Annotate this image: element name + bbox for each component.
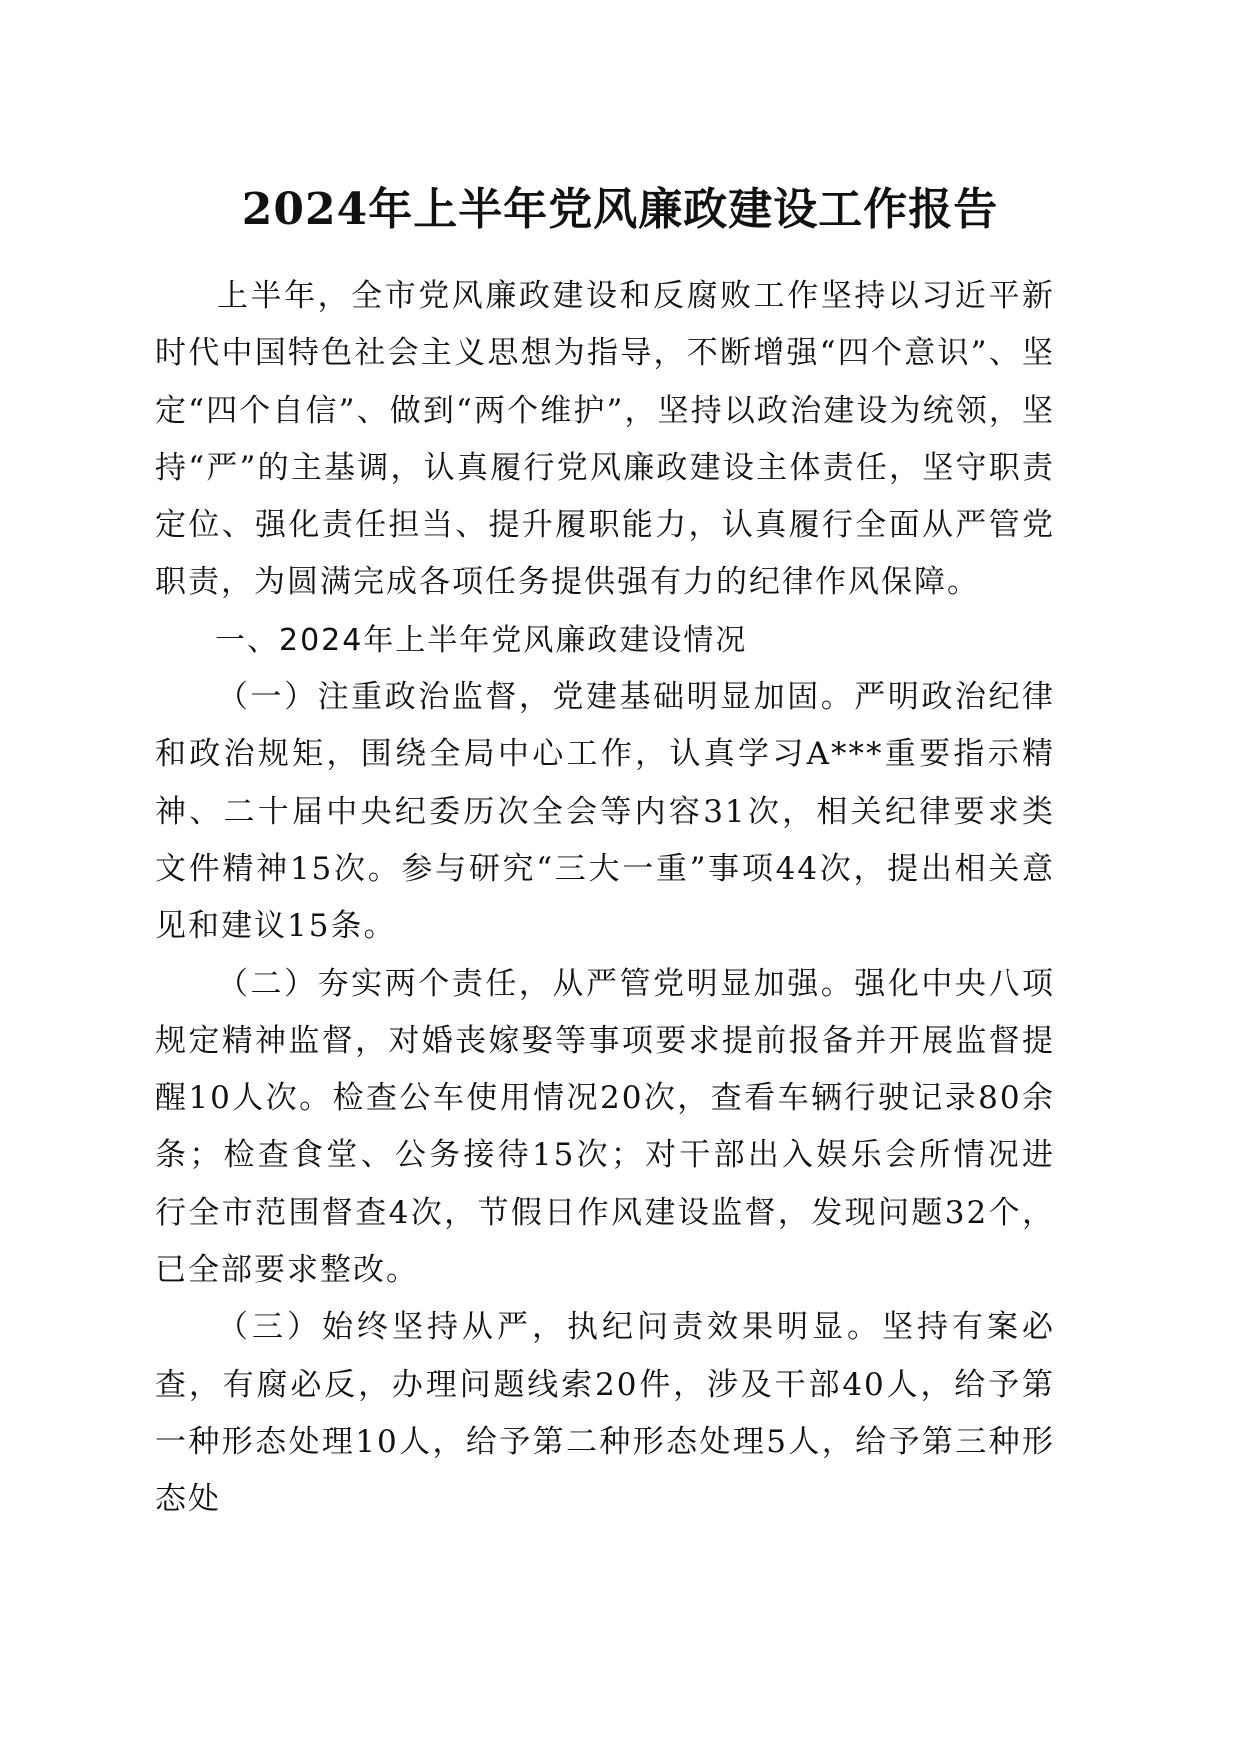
document-title: 2024年上半年党风廉政建设工作报告 [241,184,999,235]
item-text-2: 强化中央八项规定精神监督，对婚丧嫁娶等事项要求提前报备并开展监督提醒10人次。检查公车使用情况20次，查看车辆行驶记录80余条；检查食堂、公务接待15次；对干部出入娱乐会所情况进行全市范围督查4次，节假日作风建设监督，发现问题32个，已全部要求整改。 [155,965,1056,1289]
item-text-1: 严明政治纪律和政治规矩，围绕全局中心工作，认真学习A***重要指示精神、二十届中央纪委历次全会等内容31次，相关纪律要求类文件精神15次。参与研究“三大一重”事项44次，提出相关意见和建议15条。 [155,679,1056,945]
item-lead-3: （三）始终坚持从严，执纪问责效果明显。 [217,1309,882,1346]
item-text-3: 坚持有案必查，有腐必反，办理问题线索20件，涉及干部40人，给予第一种形态处理10人，给予第二种形态处理5人，给予第三种形态处 [155,1309,1055,1518]
intro-paragraph: 上半年，全市党风廉政建设和反腐败工作坚持以习近平新时代中国特色社会主义思想为指导，不断增强“四个意识”、坚定“四个自信”、做到“两个维护”，坚持以政治建设为统领，坚持“严”的主基调，认真履行党风廉政建设主体责任，坚守职责定位、强化责任担当、提升履职能力，认真履行全面从严管党职责，为圆满完成各项任务提供强有力的纪律作风保障。 [155,278,1055,601]
item-paragraph-1 [155,669,1055,955]
item-paragraph-2 [155,956,1055,1300]
item-lead-1: （一）注重政治监督，党建基础明显加固。 [217,679,855,716]
item-paragraph-3 [155,1299,1055,1528]
document-body [155,268,1055,1529]
item-lead-2: （二）夯实两个责任，从严管党明显加强。 [217,965,855,1002]
section-heading: 一、2024年上半年党风廉政建设情况 [215,622,748,658]
